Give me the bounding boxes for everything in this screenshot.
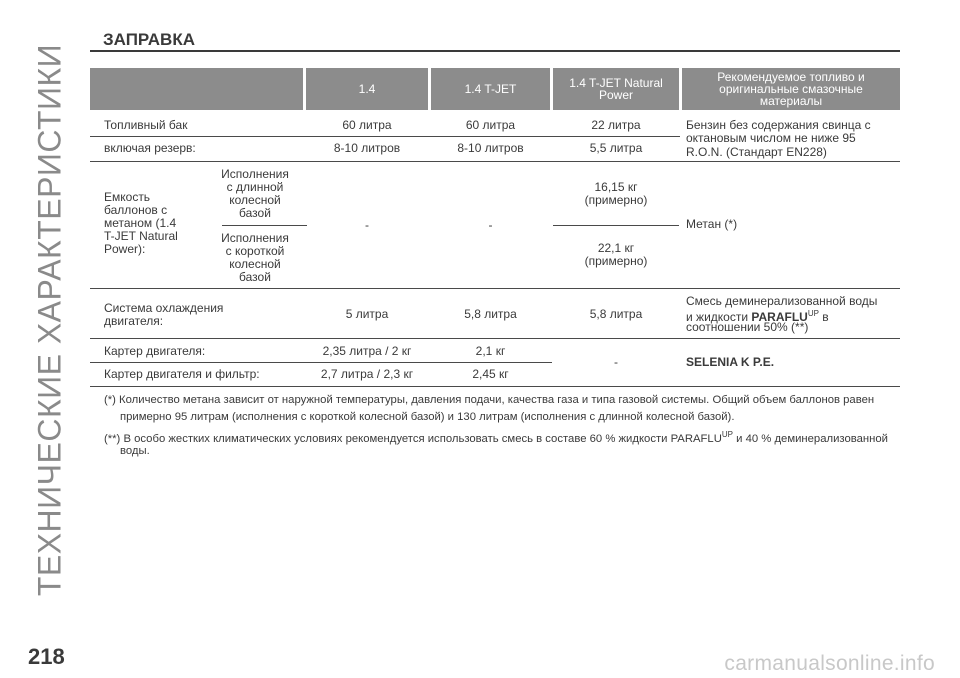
crankcase-filter-value-1: 2,7 литра / 2,3 кг bbox=[320, 367, 414, 381]
header-col-1: 1.4 bbox=[306, 68, 428, 110]
fuel-recommendation-line-2: октановым числом не ниже 95 bbox=[686, 131, 856, 145]
row-divider bbox=[90, 362, 552, 363]
tank-label: Топливный бак bbox=[104, 118, 188, 132]
footnote-1-line-1: (*) Количество метана зависит от наружной температуры, давления подачи, качества газа и типа газовой системы. Общий объем баллонов равен bbox=[104, 394, 875, 406]
cooling-label-line-2: двигателя: bbox=[104, 314, 164, 328]
short-wheelbase-line-1: Исполнения bbox=[221, 231, 289, 245]
crankcase-filter-label: Картер двигателя и фильтр: bbox=[104, 367, 260, 381]
footnote-2-line-2: воды. bbox=[120, 445, 150, 457]
short-wheelbase-value-line-2: (примерно) bbox=[584, 254, 648, 268]
cooling-value-2: 5,8 литра bbox=[464, 307, 517, 321]
fuel-recommendation-line-1: Бензин без содержания свинца с bbox=[686, 118, 871, 132]
short-wheelbase-line-2: с короткой bbox=[225, 244, 285, 258]
short-wheelbase-line-3: колесной bbox=[229, 257, 281, 271]
methane-label-line-4: T-JET Natural bbox=[104, 229, 178, 243]
methane-recommendation: Метан (*) bbox=[686, 217, 738, 231]
long-wheelbase-value-line-2: (примерно) bbox=[584, 193, 648, 207]
header-blank-cell bbox=[90, 68, 303, 110]
coolant-recommendation-line-3: соотношении 50% (**) bbox=[686, 320, 809, 334]
row-divider bbox=[90, 338, 900, 339]
long-wheelbase-line-4: базой bbox=[239, 206, 271, 220]
crankcase-label: Картер двигателя: bbox=[104, 344, 206, 358]
reserve-label: включая резерв: bbox=[104, 141, 196, 155]
row-divider bbox=[90, 136, 680, 137]
header-col-4: Рекомендуемое топливо и оригинальные смазочные материалы bbox=[682, 68, 900, 110]
crankcase-value-1: 2,35 литра / 2 кг bbox=[322, 344, 412, 358]
fuel-recommendation-line-3: R.O.N. (Стандарт EN228) bbox=[686, 145, 827, 159]
header-col-3: 1.4 T-JET Natural Power bbox=[553, 68, 679, 110]
methane-label-line-2: баллонов с bbox=[104, 203, 168, 217]
oil-recommendation: SELENIA K P.E. bbox=[686, 355, 775, 369]
row-divider bbox=[90, 288, 900, 289]
methane-value-2: - bbox=[488, 218, 493, 232]
cooling-value-1: 5 литра bbox=[345, 307, 389, 321]
chapter-side-title: ТЕХНИЧЕСКИЕ ХАРАКТЕРИСТИКИ bbox=[31, 43, 68, 597]
coolant-recommendation-line-1: Смесь деминерализованной воды bbox=[686, 294, 878, 308]
coolant-recommendation-line-2: и жидкости $PARAFLU^{UP}$ в bbox=[686, 309, 829, 324]
long-wheelbase-value-line-1: 16,15 кг bbox=[594, 180, 638, 194]
tank-value-3: 22 литра bbox=[591, 118, 641, 132]
header-col-2: 1.4 T-JET bbox=[431, 68, 550, 110]
sub-row-divider bbox=[222, 225, 307, 226]
long-wheelbase-line-1: Исполнения bbox=[221, 167, 289, 181]
methane-label-line-5: Power): bbox=[104, 242, 146, 256]
long-wheelbase-line-2: с длинной bbox=[226, 180, 284, 194]
reserve-value-2: 8-10 литров bbox=[457, 141, 524, 155]
tank-value-1: 60 литра bbox=[342, 118, 392, 132]
footnote-1-line-2: примерно 95 литрам (исполнения с короткой колесной базой) и 130 литрам (исполнения с длинной колесной базой). bbox=[120, 411, 735, 423]
crankcase-filter-value-2: 2,45 кг bbox=[472, 367, 509, 381]
methane-value-1: - bbox=[365, 218, 369, 232]
section-title: ЗАПРАВКА bbox=[103, 30, 195, 49]
crankcase-value-2: 2,1 кг bbox=[475, 344, 506, 358]
long-wheelbase-line-3: колесной bbox=[229, 193, 281, 207]
sub-row-divider bbox=[553, 225, 679, 226]
reserve-value-3: 5,5 литра bbox=[589, 141, 643, 155]
short-wheelbase-value-line-1: 22,1 кг bbox=[597, 241, 635, 255]
reserve-value-1: 8-10 литров bbox=[333, 141, 401, 155]
row-divider bbox=[90, 161, 900, 162]
site-watermark: carmanualsonline.info bbox=[724, 652, 935, 675]
methane-label-line-3: метаном (1.4 bbox=[104, 216, 177, 230]
page-number: 218 bbox=[28, 644, 65, 669]
footnote-2-line-1: (**) В особо жестких климатических условиях рекомендуется использовать смесь в составе 60 % жидкости $PARAFLU^{UP}$ и 40 % деминерализованной bbox=[104, 430, 888, 445]
title-rule bbox=[90, 50, 900, 52]
cooling-label-line-1: Система охлаждения bbox=[104, 301, 224, 315]
tank-value-2: 60 литра bbox=[465, 118, 516, 132]
short-wheelbase-line-4: базой bbox=[239, 270, 271, 284]
crankcase-value-3: - bbox=[614, 355, 618, 369]
cooling-value-3: 5,8 литра bbox=[589, 307, 643, 321]
methane-label-line-1: Емкость bbox=[104, 190, 151, 204]
table-bottom-rule bbox=[90, 386, 900, 387]
